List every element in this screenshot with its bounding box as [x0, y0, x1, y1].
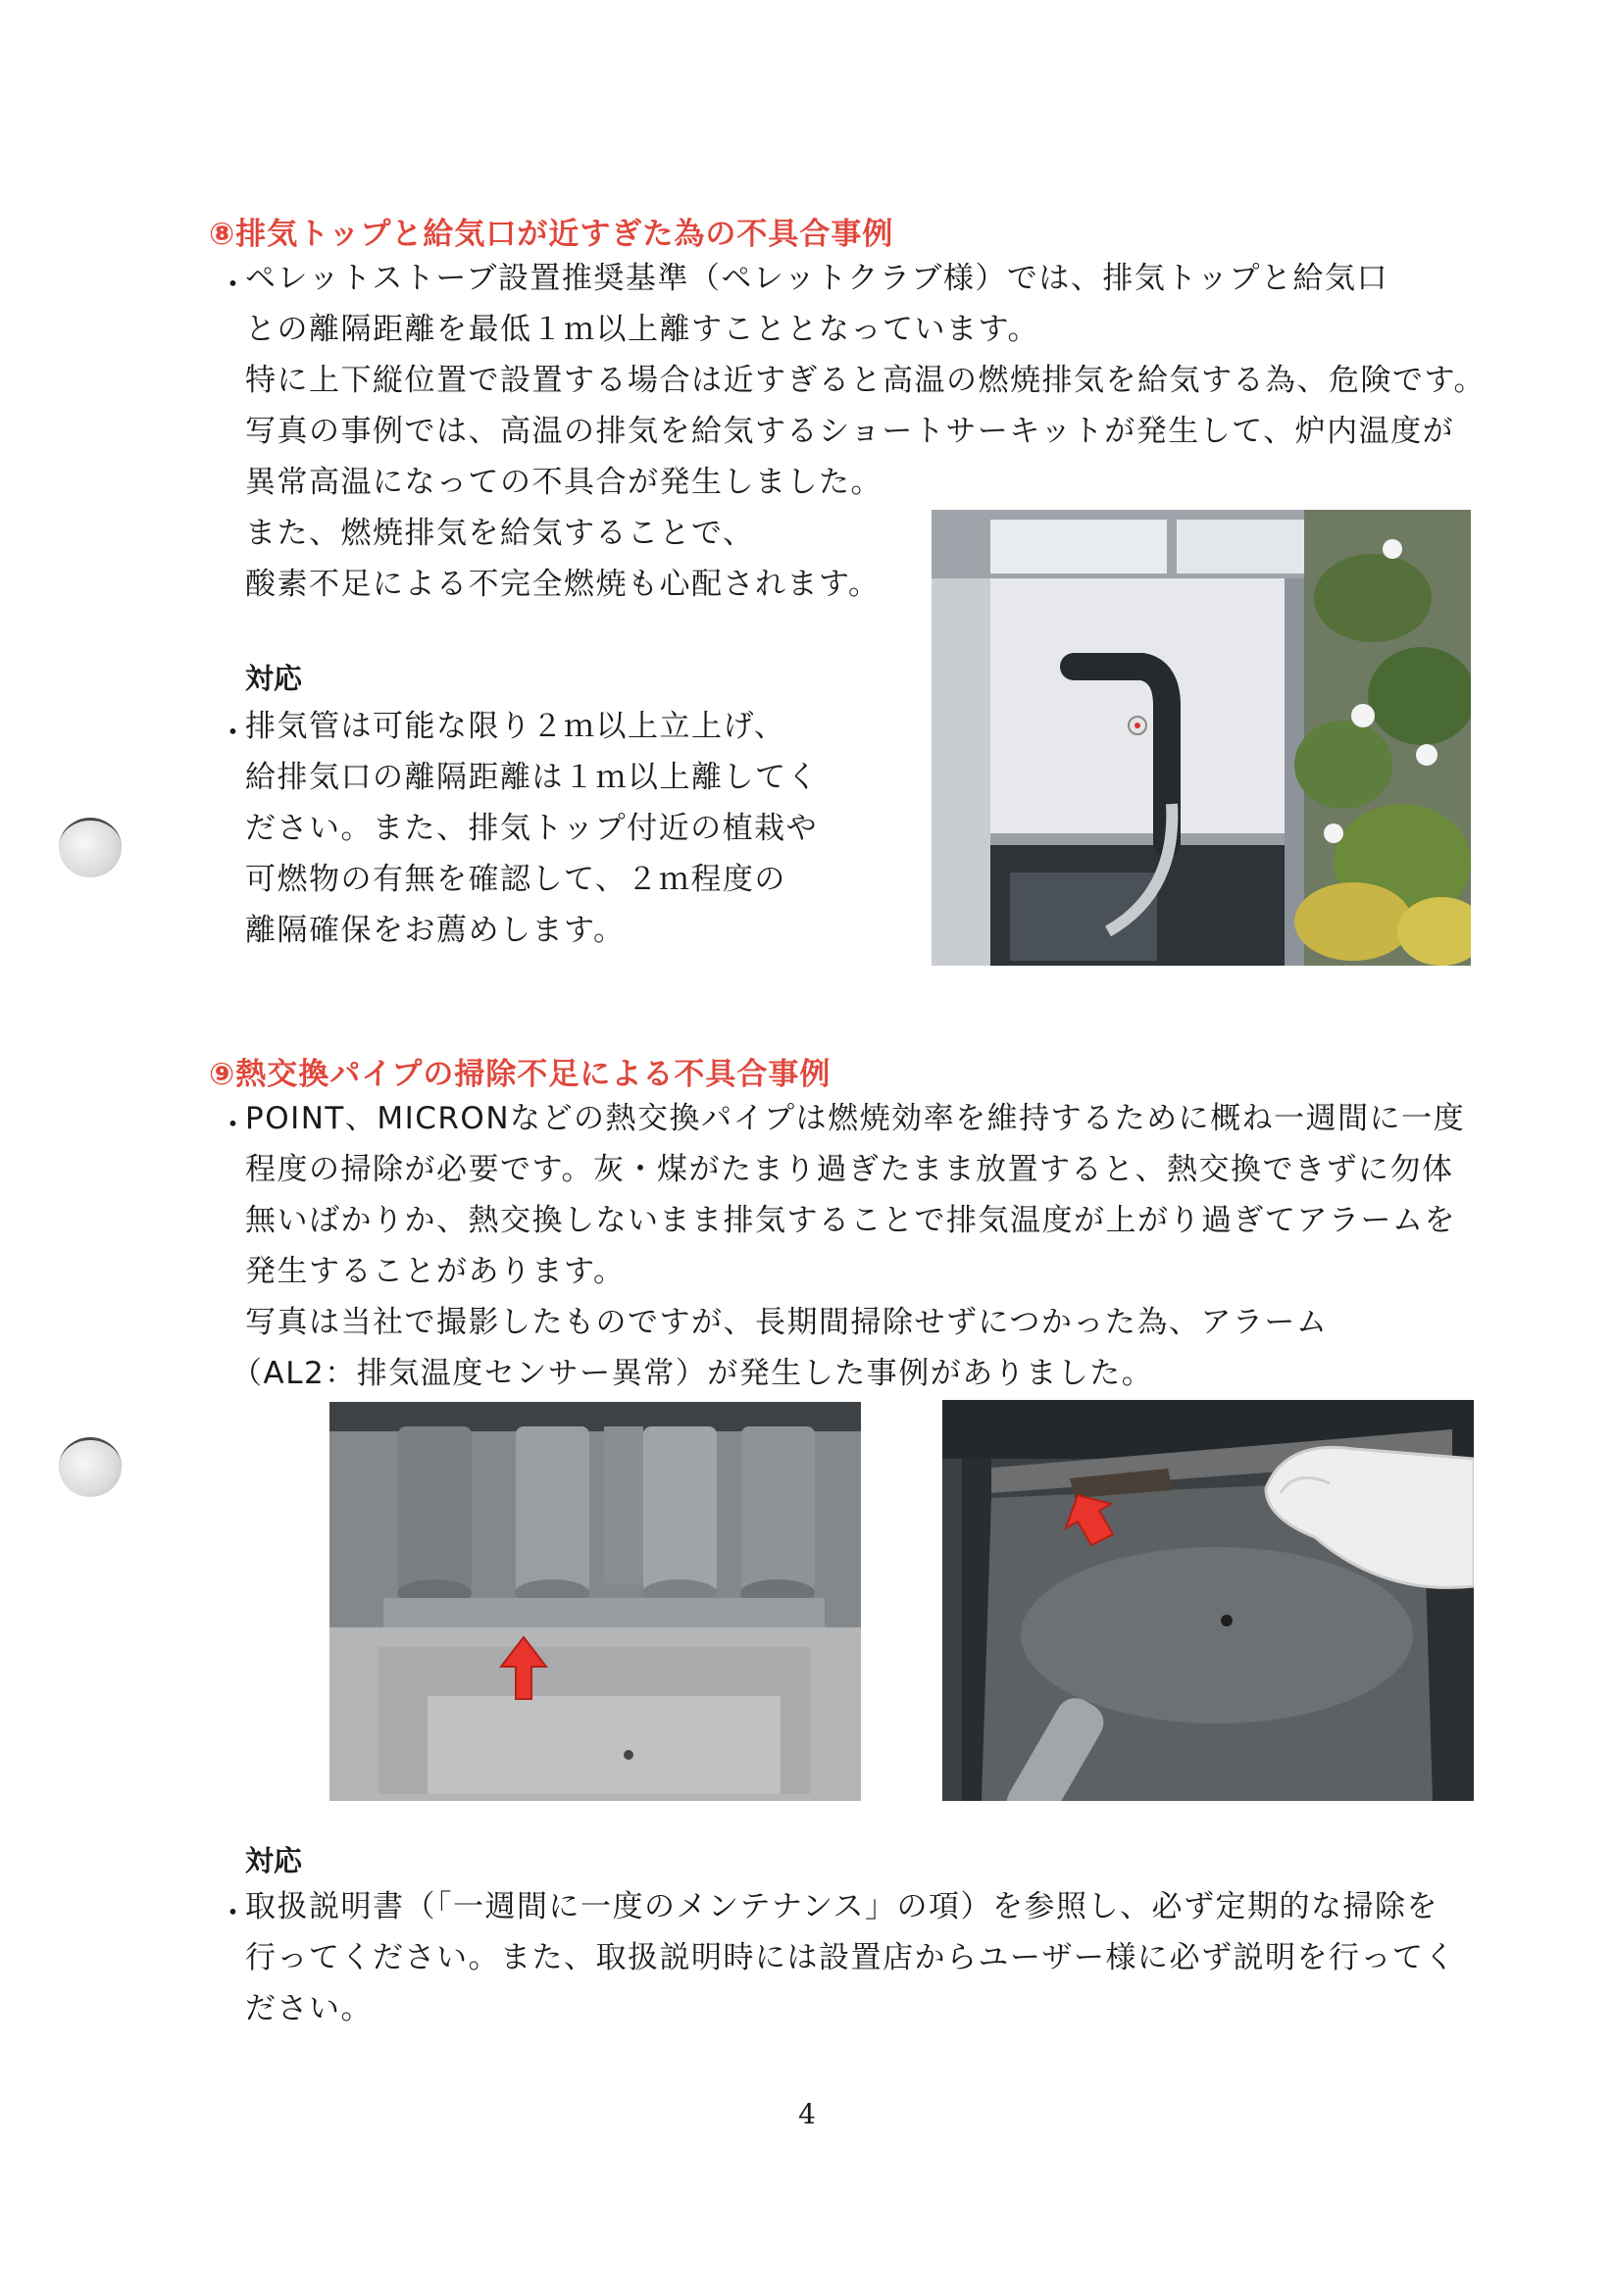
section8-title: ⑧排気トップと給気口が近すぎた為の不具合事例	[209, 217, 894, 252]
section8-response-body	[245, 701, 819, 956]
section9-line: （AL2：排気温度センサー異常）が発生した事例がありました。	[231, 1356, 1154, 1391]
punch-hole-lower	[59, 1437, 122, 1497]
section9-response-line: 取扱説明書（「一週間に一度のメンテナンス」の項）を参照し、必ず定期的な掃除を	[245, 1889, 1439, 1924]
cleaning-heat-exchanger-photo	[942, 1400, 1474, 1801]
section8-line: ペレットストーブ設置推奨基準（ペレットクラブ様）では、排気トップと給気口	[245, 261, 1388, 296]
section8-response-line: 離隔確保をお薦めします。	[245, 913, 626, 948]
section9-line: 程度の掃除が必要です。灰・煤がたまり過ぎたまま放置すると、熱交換できずに勿体	[245, 1152, 1454, 1187]
section9-response-body	[245, 1881, 1456, 2034]
section8-response-label: 対応	[245, 662, 303, 695]
section8-line: 酸素不足による不完全燃焼も心配されます。	[245, 567, 881, 602]
section8-line: 特に上下縦位置で設置する場合は近すぎると高温の燃焼排気を給気する為、危険です。	[245, 363, 1487, 398]
bullet-marker: ・	[218, 716, 248, 751]
page-number: 4	[798, 2098, 816, 2130]
section8-response-line: 給排気口の離隔距離は１ｍ以上離してく	[245, 760, 819, 795]
exhaust-intake-photo	[932, 510, 1471, 966]
punch-hole-upper	[59, 818, 122, 877]
section8-line: 写真の事例では、高温の排気を給気するショートサーキットが発生して、炉内温度が	[245, 414, 1455, 449]
section9-line: 写真は当社で撮影したものですが、長期間掃除せずにつかった為、アラーム	[245, 1305, 1329, 1340]
section8-line: との離隔距離を最低１ｍ以上離すこととなっています。	[245, 312, 1040, 347]
section9-line: 無いばかりか、熱交換しないまま排気することで排気温度が上がり過ぎてアラームを	[245, 1203, 1456, 1238]
section8-line: 異常高温になっての不具合が発生しました。	[245, 465, 883, 500]
section9-title: ⑨熱交換パイプの掃除不足による不具合事例	[209, 1057, 832, 1092]
section9-response-line: ださい。	[245, 1991, 373, 2026]
bullet-marker: ・	[218, 1896, 248, 1931]
section9-line: POINT、MICRONなどの熱交換パイプは燃焼効率を維持するために概ね一週間に一度	[245, 1101, 1466, 1136]
heat-exchanger-pipes-photo	[329, 1402, 861, 1801]
bullet-marker: ・	[218, 1108, 248, 1143]
section9-line: 発生することがあります。	[245, 1254, 626, 1289]
section8-line: また、燃焼排気を給気することで、	[245, 516, 755, 551]
section8-response-line: 可燃物の有無を確認して、２ｍ程度の	[245, 862, 786, 897]
section9-response-line: 行ってください。また、取扱説明時には設置店からユーザー様に必ず説明を行ってく	[245, 1940, 1456, 1975]
bullet-marker: ・	[218, 268, 248, 303]
section8-response-line: ださい。また、排気トップ付近の植栽や	[245, 811, 819, 846]
section9-body	[231, 1093, 1466, 1399]
section9-response-label: 対応	[245, 1844, 303, 1877]
section8-response-line: 排気管は可能な限り２ｍ以上立上げ、	[245, 709, 786, 744]
